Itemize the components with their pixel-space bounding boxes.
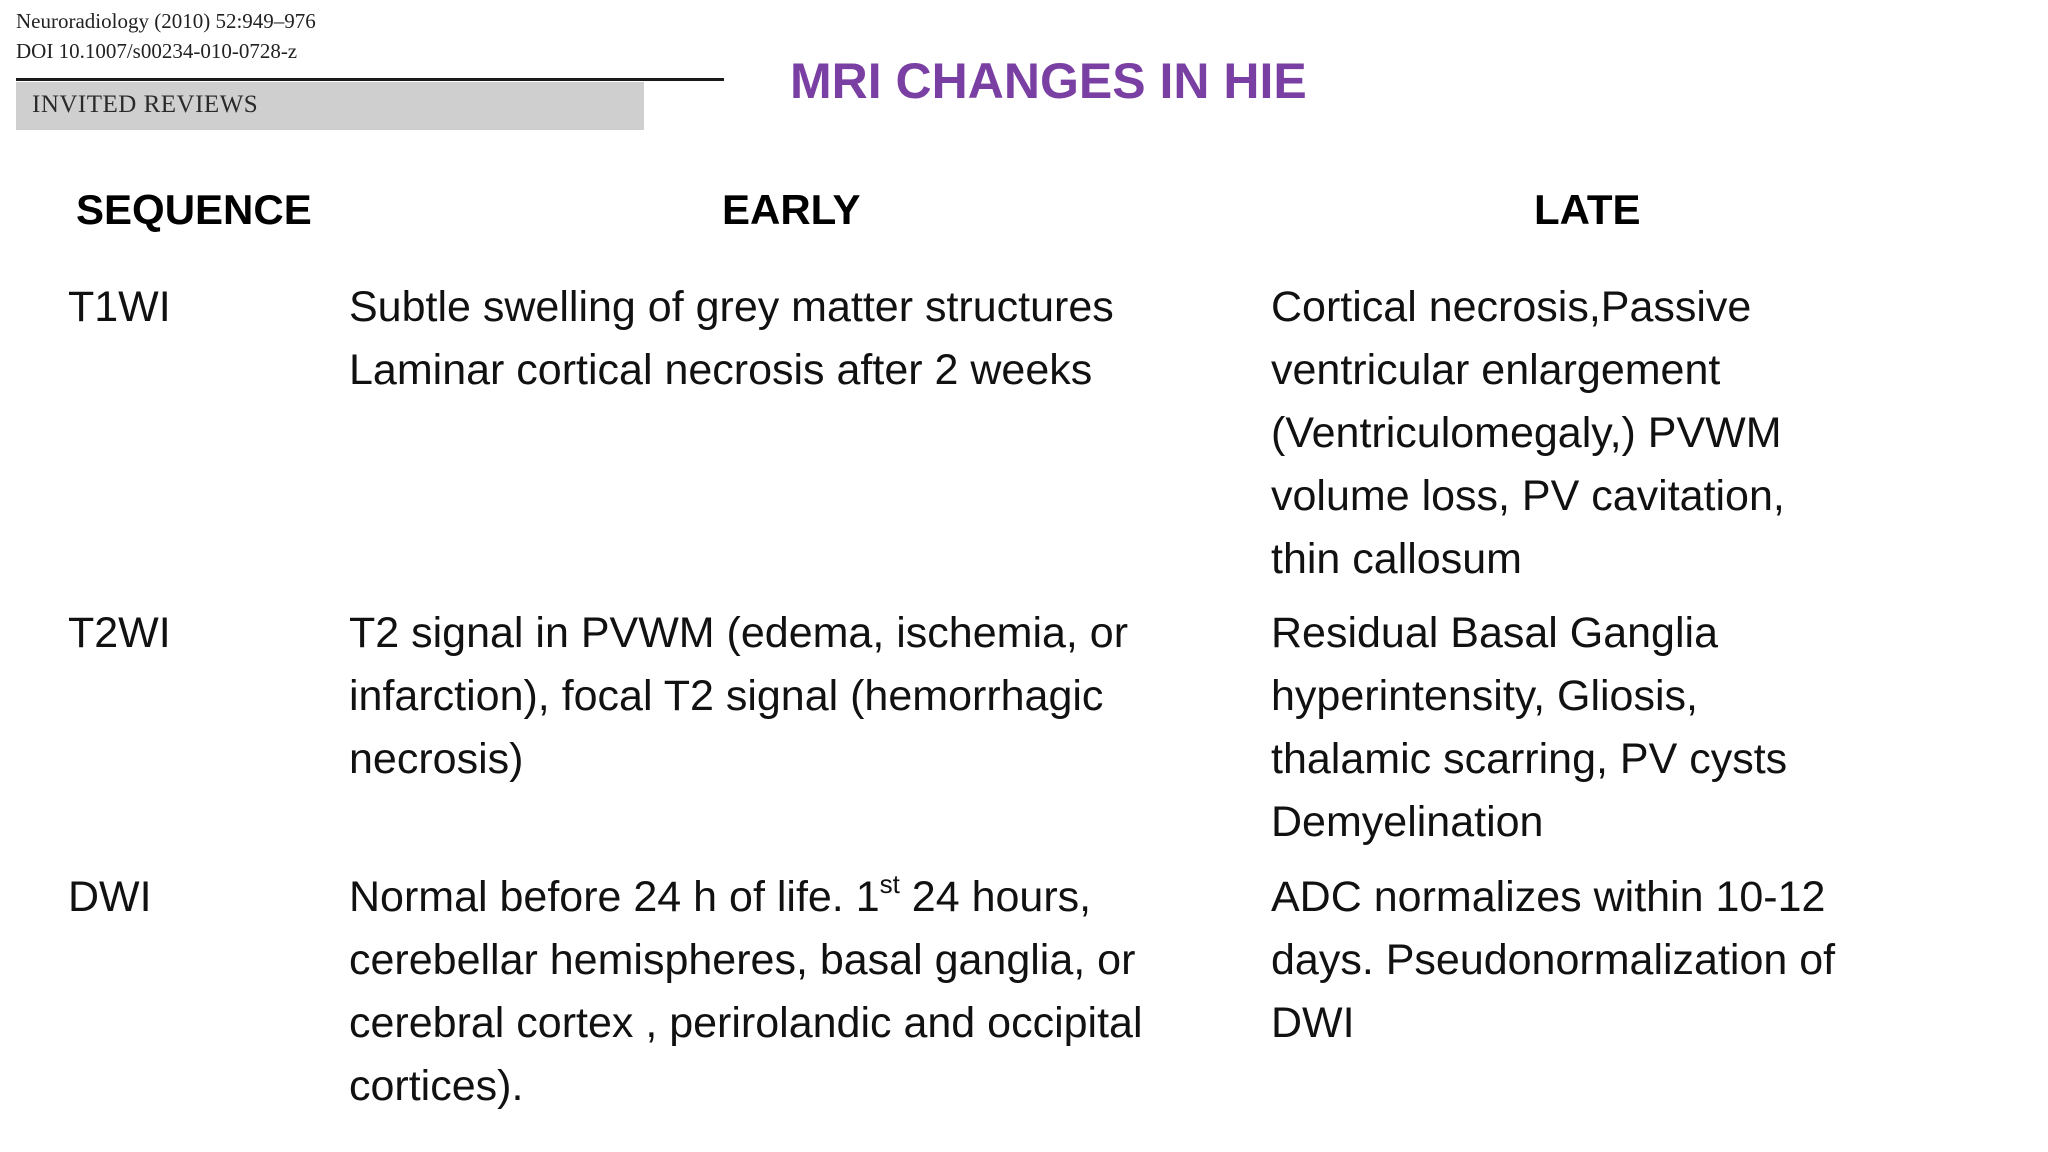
late-text-line: Residual Basal Ganglia — [1271, 609, 1718, 657]
late-text-line: hyperintensity, Gliosis, — [1271, 672, 1698, 720]
late-text-line: days. Pseudonormalization of — [1271, 936, 1836, 984]
late-text-line: Cortical necrosis,Passive — [1271, 283, 1752, 331]
row-t1wi-late — [1271, 276, 2011, 591]
early-text-before-sup: Normal before 24 h of life. 1 — [349, 873, 880, 921]
early-text-after-sup: 24 hours, — [899, 873, 1092, 921]
early-text-line: cerebellar hemispheres, basal ganglia, or — [349, 936, 1136, 984]
late-text-line: thin callosum — [1271, 535, 1522, 583]
journal-line: Neuroradiology (2010) 52:949–976 — [16, 9, 316, 33]
early-text-line: Subtle swelling of grey matter structures — [349, 283, 1114, 331]
citation-divider — [16, 78, 724, 81]
late-text-line: thalamic scarring, PV cysts — [1271, 735, 1788, 783]
journal-citation — [16, 6, 316, 66]
late-text-line: ventricular enlargement — [1271, 346, 1721, 394]
late-text-line: Demyelination — [1271, 798, 1544, 846]
slide-title: MRI CHANGES IN HIE — [790, 53, 1307, 109]
late-text-line: volume loss, PV cavitation, — [1271, 472, 1785, 520]
header-late: LATE — [1534, 186, 1641, 233]
row-t2wi-early — [349, 602, 1249, 791]
row-t1wi-sequence: T1WI — [68, 283, 171, 331]
early-text-line: infarction), focal T2 signal (hemorrhagic — [349, 672, 1104, 720]
late-text-line: (Ventriculomegaly,) PVWM — [1271, 409, 1782, 457]
row-dwi-late — [1271, 866, 2011, 1055]
row-t1wi-early — [349, 276, 1249, 402]
early-text-line: cortices). — [349, 1062, 524, 1110]
early-text-line: T2 signal in PVWM (edema, ischemia, or — [349, 609, 1129, 657]
early-text-line: necrosis) — [349, 735, 524, 783]
early-text-line: Laminar cortical necrosis after 2 weeks — [349, 346, 1093, 394]
early-text-line — [349, 866, 1249, 929]
section-band — [16, 82, 644, 130]
row-t2wi-sequence: T2WI — [68, 609, 171, 657]
row-t2wi-late — [1271, 602, 2011, 854]
early-text-line: cerebral cortex , perirolandic and occipital — [349, 999, 1143, 1047]
late-text-line: ADC normalizes within 10-12 — [1271, 873, 1826, 921]
row-dwi-early — [349, 866, 1249, 1118]
doi-line: DOI 10.1007/s00234-010-0728-z — [16, 39, 298, 63]
row-dwi-sequence: DWI — [68, 873, 152, 921]
section-label: INVITED REVIEWS — [32, 91, 259, 118]
ordinal-superscript: st — [879, 869, 900, 899]
header-early: EARLY — [722, 186, 861, 233]
header-sequence: SEQUENCE — [76, 186, 312, 233]
late-text-line: DWI — [1271, 999, 1355, 1047]
